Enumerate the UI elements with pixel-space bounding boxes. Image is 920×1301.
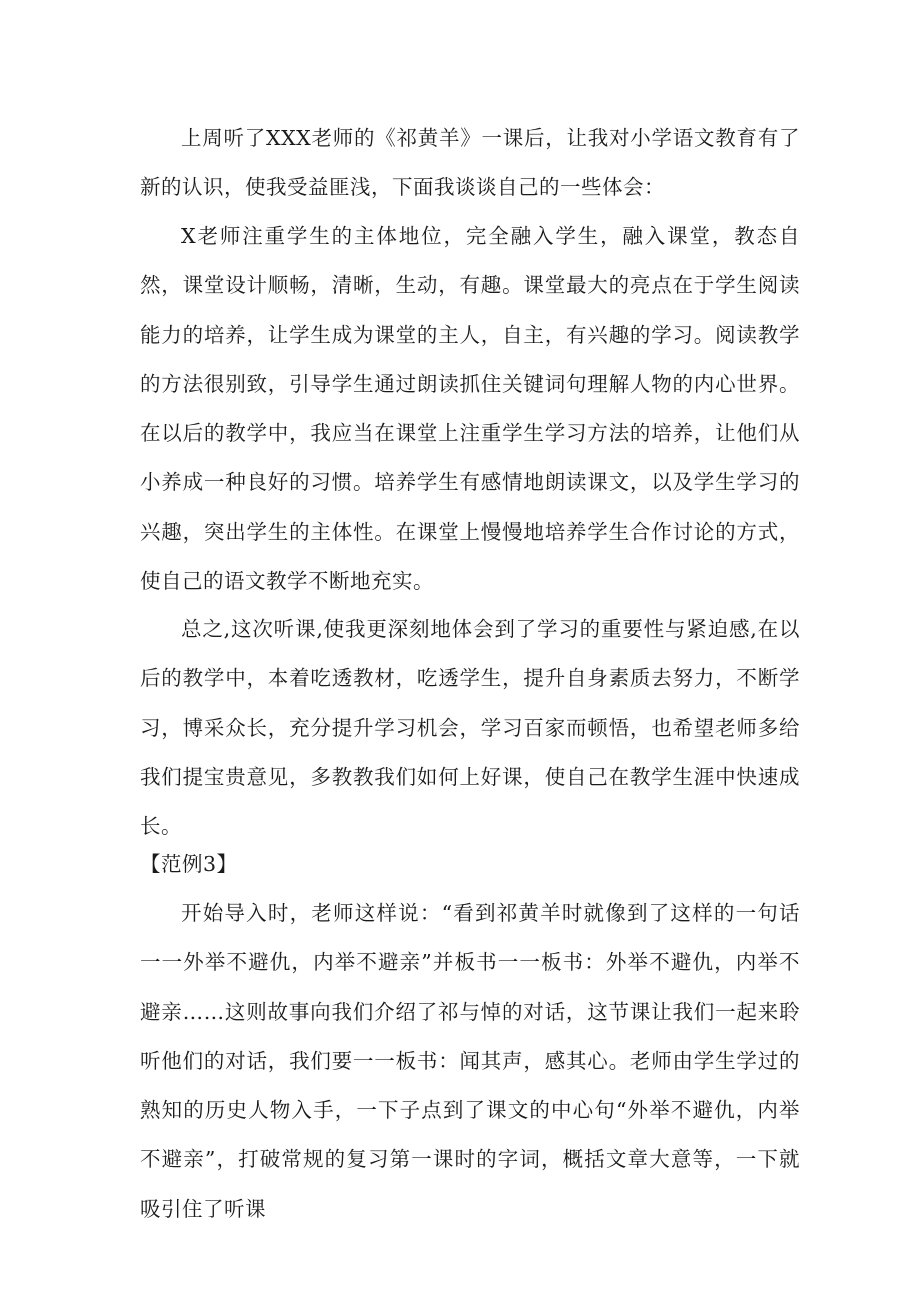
section-heading: 【范例3】 bbox=[140, 852, 238, 876]
paragraph-conclusion: 总之,这次听课,使我更深刻地体会到了学习的重要性与紧迫感,在以后的教学中，本着吃透教材，吃透学生，提升自身素质去努力，不断学习，博采众长，充分提升学习机会，学习百家而顿悟，也希望老师多给我们提宝贵意见，多教教我们如何上好课，使自己在教学生涯中快速成长。 bbox=[140, 617, 800, 839]
paragraph-observations: X老师注重学生的主体地位，完全融入学生，融入课堂，教态自然，课堂设计顺畅，清晰，生动，有趣。课堂最大的亮点在于学生阅读能力的培养，让学生成为课堂的主人，自主，有兴趣的学习。阅读教学的方法很别致，引导学生通过朗读抓住关键词句理解人物的内心世界。在以后的教学中，我应当在课堂上注重学生学习方法的培养，让他们从小养成一种良好的习惯。培养学生有感情地朗读课文，以及学生学习的兴趣，突出学生的主体性。在课堂上慢慢地培养学生合作讨论的方式，使自己的语文教学不断地充实。 bbox=[140, 224, 800, 594]
paragraph-intro: 上周听了XXX老师的《祁黄羊》一课后，让我对小学语文教育有了新的认识，使我受益匪浅，下面我谈谈自己的一些体会： bbox=[140, 126, 800, 200]
paragraph-example-3: 开始导入时，老师这样说：“看到祁黄羊时就像到了这样的一句话一一外举不避仇，内举不避亲”并板书一一板书：外举不避仇，内举不避亲……这则故事向我们介绍了祁与悼的对话，这节课让我们一起来聆听他们的对话，我们要一一板书：闻其声，感其心。老师由学生学过的熟知的历史人物入手，一下子点到了课文的中心句“外举不避仇，内举不避亲”，打破常规的复习第一课时的字词，概括文章大意等，一下就吸引住了听课 bbox=[140, 901, 800, 1221]
